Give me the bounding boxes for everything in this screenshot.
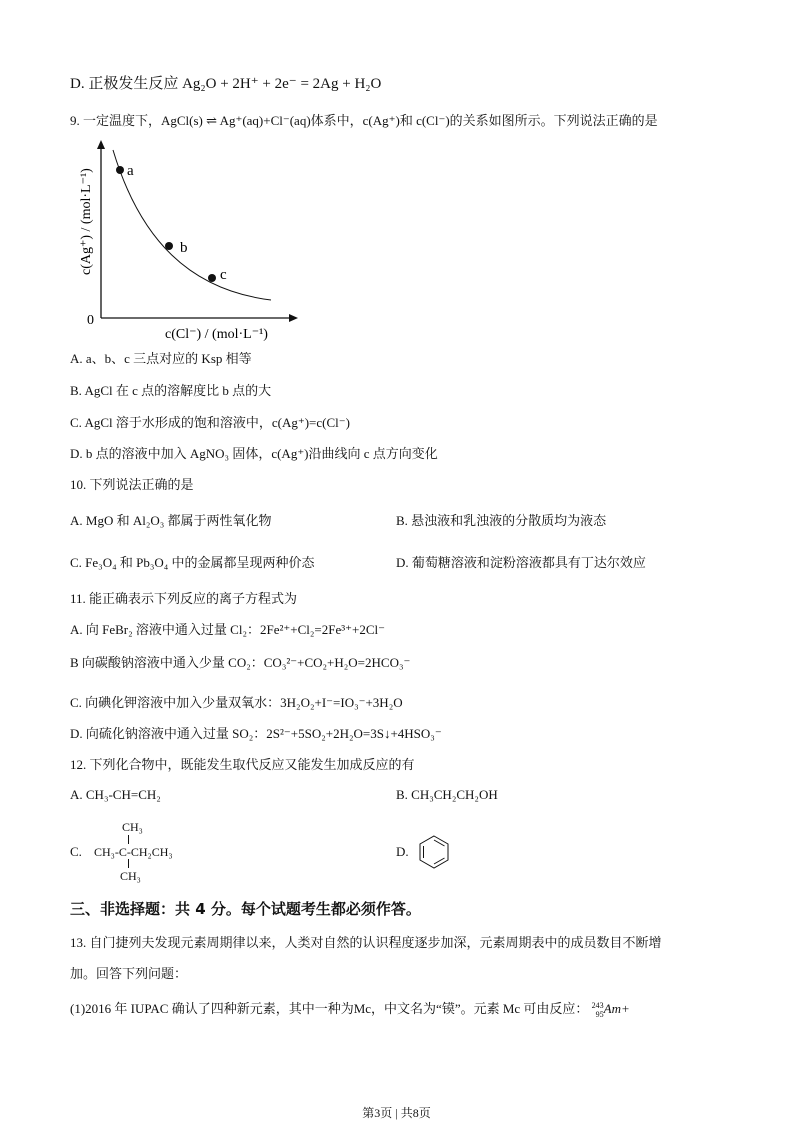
page-footer: 第3页 | 共8页 [362,1106,431,1120]
bond-top [128,835,129,844]
point-a [116,166,124,174]
q12-stem: 12. 下列化合物中，既能发生取代反应又能发生加成反应的有 [70,757,415,772]
point-c [208,274,216,282]
isotope-numbers [592,1001,604,1019]
q11-option-c: C. 向碘化钾溶液中加入少量双氧水：3H₂O₂+I⁻=IO₃⁻+3H₂O [70,695,403,710]
solubility-curve-graph [70,140,320,345]
q12-option-c-label: C. [70,844,82,859]
q13-stem: 13. 自门捷列夫发现元素周期律以来，人类对自然的认识程度逐步加深，元素周期表中的成员数目不断增 [70,935,662,950]
q9-stem: 9. 一定温度下，AgCl(s) ⇌ Ag⁺(aq)+Cl⁻(aq)体系中，c(Ag⁺)和 c(Cl⁻)的关系如图所示。下列说法正确的是 [70,113,658,128]
q11-stem: 11. 能正确表示下列反应的离子方程式为 [70,591,298,606]
point-b-label: b [180,240,188,256]
q12c-main-chain: CH₃-C-CH₂CH₃ [94,845,173,859]
point-b [165,242,173,250]
x-axis-label: c(Cl⁻) / (mol·L⁻¹) [165,327,268,342]
q8-option-d: D. 正极发生反应 Ag₂O + 2H⁺ + 2e⁻ = 2Ag + H₂O [70,76,382,92]
q10-option-a: A. MgO 和 Al₂O₃ 都属于两性氧化物 [70,513,272,528]
point-c-label: c [220,267,227,283]
q11-option-a: A. 向 FeBr₂ 溶液中通入过量 Cl₂：2Fe²⁺+Cl₂=2Fe³⁺+2Cl⁻ [70,622,385,637]
benzene-ring-icon [416,834,452,870]
q11-option-b: B 向碳酸钠溶液中通入少量 CO₂：CO₃²⁻+CO₂+H₂O=2HCO₃⁻ [70,655,411,670]
q12c-top-methyl: CH₃ [122,820,143,834]
q10-option-c: C. Fe₃O₄ 和 Pb₃O₄ 中的金属都呈现两种价态 [70,555,315,570]
q9-option-c: C. AgCl 溶于水形成的饱和溶液中，c(Ag⁺)=c(Cl⁻) [70,415,350,430]
y-axis-arrow [97,140,105,149]
q9-option-d: D. b 点的溶液中加入 AgNO₃ 固体，c(Ag⁺)沿曲线向 c 点方向变化 [70,446,438,461]
q11-option-d: D. 向硫化钠溶液中通入过量 SO₂：2S²⁻+5SO₂+2H₂O=3S↓+4HSO₃⁻ [70,726,442,741]
q9-option-b: B. AgCl 在 c 点的溶解度比 b 点的大 [70,383,272,398]
x-axis-arrow [289,314,298,322]
q9-option-a: A. a、b、c 三点对应的 Ksp 相等 [70,351,252,366]
q12-option-a: A. CH₃-CH=CH₂ [70,787,161,802]
mass-number: 243 [591,1001,604,1011]
q10-stem: 10. 下列说法正确的是 [70,477,194,492]
isotope-symbol: Am+ [603,1001,630,1016]
bond-bottom [128,859,129,868]
q12c-bottom-methyl: CH₃ [120,869,141,883]
q13-part1 [70,998,630,1019]
origin-label: 0 [87,313,94,328]
section-heading: 三、非选择题：共 4 分。每个试题考生都必须作答。 [70,900,421,918]
q10-option-d: D. 葡萄糖溶液和淀粉溶液都具有丁达尔效应 [396,555,646,570]
q13-stem-cont: 加。回答下列问题： [70,966,188,981]
atomic-number: 95 [595,1010,604,1020]
point-a-label: a [127,163,134,179]
q13-part1-text: (1)2016 年 IUPAC 确认了四种新元素，其中一种为Mc，中文名为“镆”。元素 Mc 可由反应： [70,1001,589,1016]
y-axis-label: c(Ag⁺) / (mol·L⁻¹) [79,168,94,275]
curve [113,150,271,300]
q12-option-d-label: D. [396,844,409,859]
q12-option-b: B. CH₃CH₂CH₂OH [396,787,498,802]
q10-option-b: B. 悬浊液和乳浊液的分散质均为液态 [396,513,607,528]
